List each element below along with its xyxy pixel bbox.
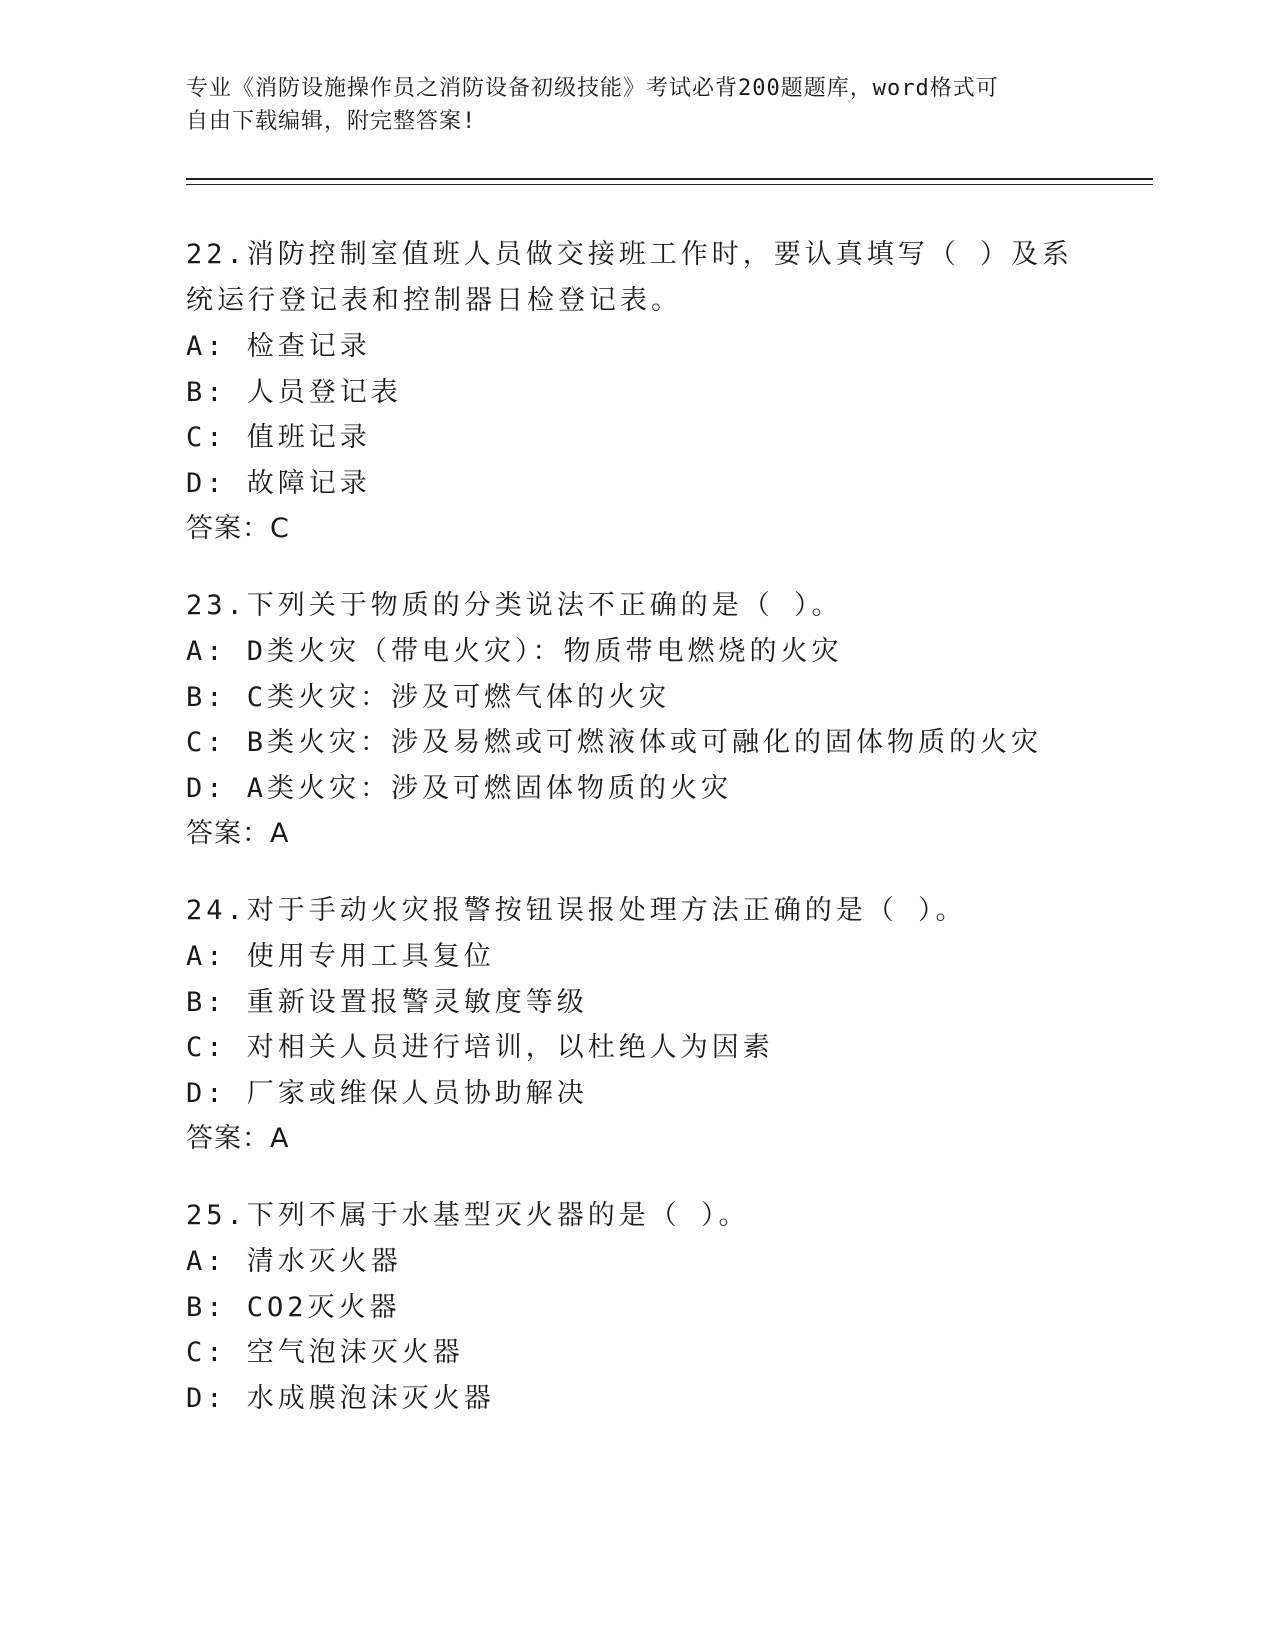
option-letter: D: bbox=[186, 1382, 227, 1414]
option-c bbox=[186, 1330, 1086, 1376]
intro-line-2: 自由下载编辑，附完整答案! bbox=[186, 109, 477, 134]
option-d bbox=[186, 766, 1086, 812]
question-25 bbox=[186, 1193, 1086, 1421]
option-letter: B: bbox=[186, 681, 227, 713]
option-letter: B: bbox=[186, 376, 227, 408]
option-b bbox=[186, 1285, 1086, 1331]
answer-line: 答案：C bbox=[186, 513, 290, 544]
option-text: 空气泡沫灭火器 bbox=[246, 1337, 464, 1368]
option-text: C类火灾：涉及可燃气体的火灾 bbox=[246, 681, 671, 713]
option-c bbox=[186, 1025, 1086, 1071]
option-text: 故障记录 bbox=[246, 467, 371, 499]
option-letter: D: bbox=[186, 1077, 227, 1109]
option-text: 清水灭火器 bbox=[246, 1246, 402, 1277]
option-letter: C: bbox=[186, 1337, 227, 1368]
answer-line: 答案：A bbox=[186, 1123, 290, 1154]
option-d bbox=[186, 1071, 1086, 1117]
option-text: 检查记录 bbox=[246, 331, 371, 362]
option-d bbox=[186, 461, 1086, 507]
option-b bbox=[186, 370, 1086, 416]
option-letter: C: bbox=[186, 727, 227, 758]
header-divider-thin bbox=[186, 184, 1153, 185]
question-24 bbox=[186, 888, 1086, 1162]
option-text: 水成膜泡沫灭火器 bbox=[246, 1382, 495, 1414]
option-b bbox=[186, 675, 1086, 721]
header-divider-thick bbox=[186, 178, 1153, 180]
option-letter: A: bbox=[186, 636, 227, 667]
option-text: A类火灾：涉及可燃固体物质的火灾 bbox=[246, 772, 733, 804]
intro-line-1: 专业《消防设施操作员之消防设备初级技能》考试必背200题题库，word格式可 bbox=[186, 76, 999, 101]
question-list bbox=[186, 232, 1086, 1452]
option-text: 人员登记表 bbox=[246, 376, 402, 408]
question-text: 23.下列关于物质的分类说法不正确的是（ ）。 bbox=[186, 590, 843, 621]
option-c bbox=[186, 720, 1086, 766]
option-text: 对相关人员进行培训，以杜绝人为因素 bbox=[246, 1032, 774, 1063]
answer-line: 答案：A bbox=[186, 818, 290, 849]
option-text: D类火灾（带电火灾）：物质带电燃烧的火灾 bbox=[246, 636, 843, 667]
question-text: 24.对于手动火灾报警按钮误报处理方法正确的是（ ）。 bbox=[186, 895, 967, 926]
option-text: 值班记录 bbox=[246, 422, 371, 453]
question-text: 25.下列不属于水基型灭火器的是（ ）。 bbox=[186, 1200, 750, 1231]
option-text: 重新设置报警灵敏度等级 bbox=[246, 986, 588, 1018]
option-text: CO2灭火器 bbox=[246, 1291, 401, 1323]
option-letter: C: bbox=[186, 1032, 227, 1063]
option-text: B类火灾：涉及易燃或可燃液体或可融化的固体物质的火灾 bbox=[246, 727, 1043, 758]
option-letter: A: bbox=[186, 331, 227, 362]
question-text: 22.消防控制室值班人员做交接班工作时，要认真填写（ ）及系统运行登记表和控制器日检登记表。 bbox=[186, 239, 1074, 316]
option-d bbox=[186, 1376, 1086, 1422]
option-letter: A: bbox=[186, 1246, 227, 1277]
question-22 bbox=[186, 232, 1086, 552]
option-letter: B: bbox=[186, 1291, 227, 1323]
option-letter: D: bbox=[186, 772, 227, 804]
option-text: 使用专用工具复位 bbox=[246, 941, 495, 972]
option-c bbox=[186, 415, 1086, 461]
question-23 bbox=[186, 583, 1086, 857]
document-header bbox=[186, 72, 1086, 138]
option-letter: A: bbox=[186, 941, 227, 972]
option-a bbox=[186, 934, 1086, 980]
option-a bbox=[186, 1239, 1086, 1285]
option-letter: C: bbox=[186, 422, 227, 453]
option-letter: D: bbox=[186, 467, 227, 499]
option-a bbox=[186, 324, 1086, 370]
option-text: 厂家或维保人员协助解决 bbox=[246, 1077, 588, 1109]
option-b bbox=[186, 980, 1086, 1026]
option-a bbox=[186, 629, 1086, 675]
option-letter: B: bbox=[186, 986, 227, 1018]
